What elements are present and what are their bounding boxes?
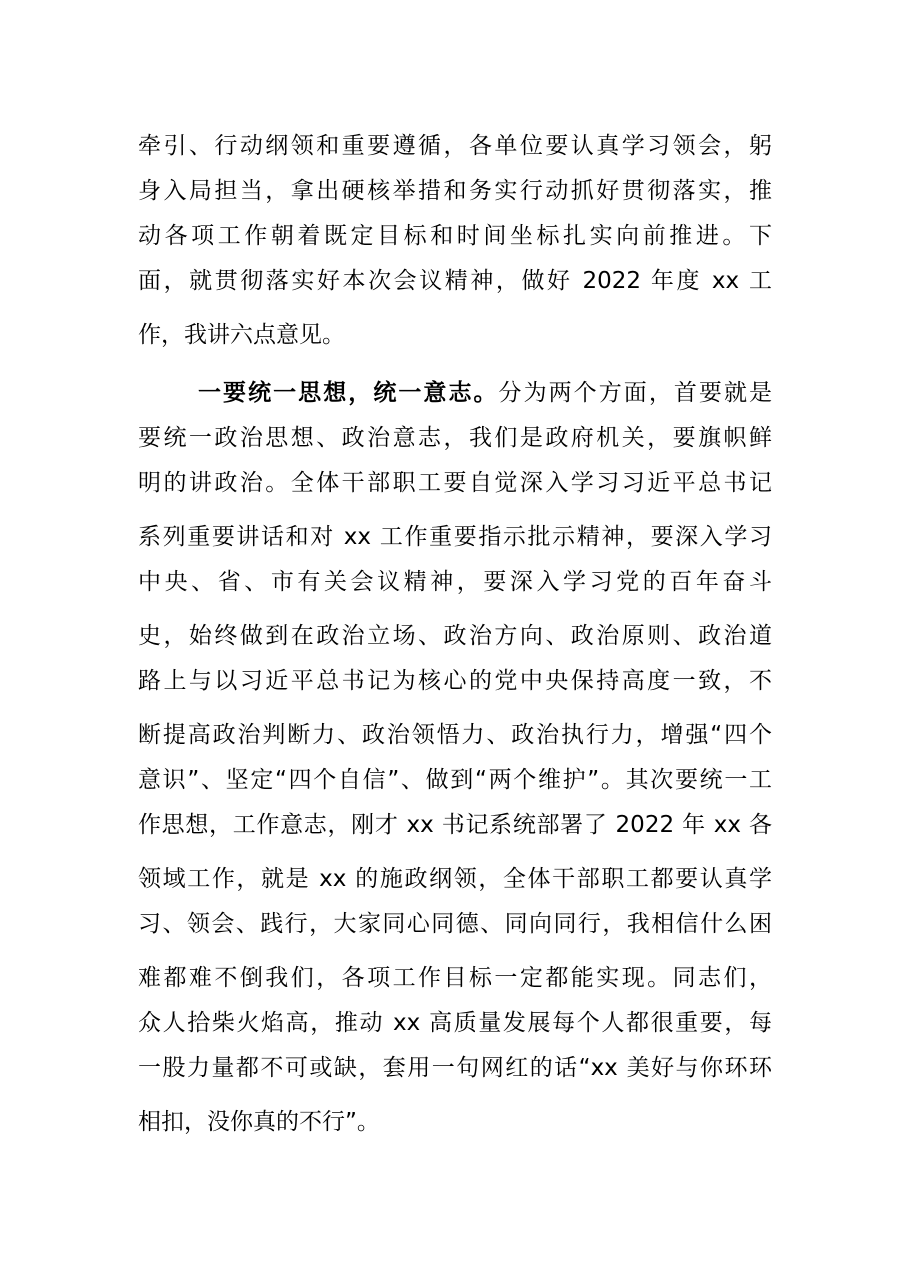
paragraph-1-line-4: 面，就贯彻落实好本次会议精神，做好 2022 年度 xx 工 [138,268,772,294]
paragraph-2-line-14: 众人拾柴火焰高，推动 xx 高质量发展每个人都很重要，每 [138,1010,772,1036]
paragraph-1-line-3: 动各项工作朝着既定目标和时间坐标扎实向前推进。下 [138,223,772,249]
paragraph-2-line-9: 意识”、坚定“四个自信”、做到“两个维护”。其次要统一工 [138,767,772,793]
paragraph-1-line-5: 作，我讲六点意见。 [138,322,345,348]
paragraph-1-line-2: 身入局担当，拿出硬核举措和务实行动抓好贯彻落实，推 [138,178,772,204]
paragraph-2-line-8: 断提高政治判断力、政治领悟力、政治执行力，增强“四个 [138,722,772,748]
paragraph-2-line-13: 难都难不倒我们，各项工作目标一定都能实现。同志们， [138,965,772,991]
paragraph-2-line-2: 要统一政治思想、政治意志，我们是政府机关，要旗帜鲜 [138,425,772,451]
paragraph-2-line-3: 明的讲政治。全体干部职工要自觉深入学习习近平总书记 [138,470,772,496]
paragraph-2-line-7: 路上与以习近平总书记为核心的党中央保持高度一致，不 [138,668,772,694]
paragraph-2-line-16: 相扣，没你真的不行”。 [138,1109,380,1135]
paragraph-2-first-line [198,375,772,411]
paragraph-1-line-1: 牵引、行动纲领和重要遵循，各单位要认真学习领会，躬 [138,133,772,159]
paragraph-2-line-15: 一股力量都不可或缺，套用一句网红的话“xx 美好与你环环 [138,1055,772,1081]
paragraph-2-line-5: 中央、省、市有关会议精神，要深入学习党的百年奋斗 [138,569,772,595]
paragraph-2-line-10: 作思想，工作意志，刚才 xx 书记系统部署了 2022 年 xx 各 [138,812,772,838]
paragraph-2-line-6: 史，始终做到在政治立场、政治方向、政治原则、政治道 [138,623,772,649]
paragraph-2-first-line-text: 分为两个方面，首要就是 [498,380,772,406]
paragraph-2-line-12: 习、领会、践行，大家同心同德、同向同行，我相信什么困 [138,911,772,937]
paragraph-2-line-4: 系列重要讲话和对 xx 工作重要指示批示精神，要深入学习 [138,524,772,550]
paragraph-2-line-11: 领域工作，就是 xx 的施政纲领，全体干部职工都要认真学 [138,866,772,892]
section-heading: 一要统一思想，统一意志。 [198,380,499,406]
